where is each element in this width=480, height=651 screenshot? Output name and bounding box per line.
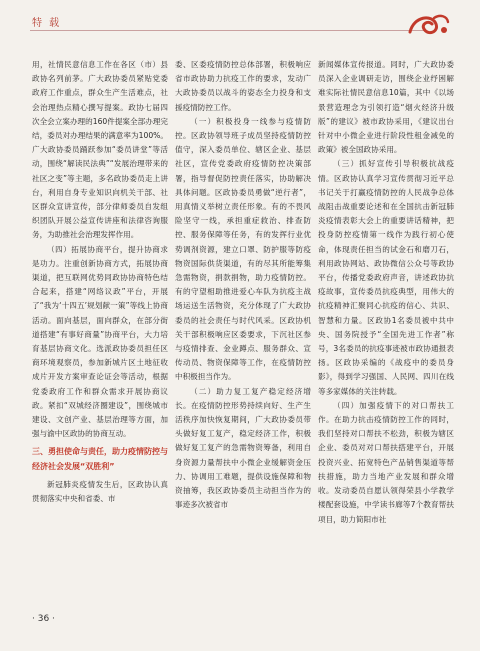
page-number: · 36 · bbox=[32, 614, 55, 624]
text-column-right bbox=[318, 58, 454, 527]
paragraph: 新冠肺炎疫情发生后，区政协认真贯彻落实中央和省委、市 bbox=[32, 479, 168, 504]
text-column-middle bbox=[175, 58, 311, 513]
subsection-paragraph: （二）助力复工复产稳定经济增长。在疫情防控形势持续向好、生产生活秩序加快恢复期间，广大政协委员带头做好复工复产，稳定经济工作，积极做好复工复产的急需物资筹备，利用自身资源力量帮扶中小微企业缓解资金压力、协调用工难题，提供设施保障和物资抽筹，我区政协委员主动担当作为的事迹多次被省市 bbox=[175, 386, 311, 510]
page-header bbox=[0, 0, 480, 46]
subsection-paragraph: （一）积极投身一线参与疫情防控。区政协领导班子成员坚持疫情防控值守，深入委员单位、辖区企业、基层社区，宣传党委政府疫情防控决策部署，指导督促防控责任落实，协助解决具体问题。区政协委员勇做“逆行者”，用真情义举树立责任形象。有的不畏风险坚守一线，承担重症救治、排查防控、服务保障等任务，有的发挥行业优势调剂资源，建立口罩、防护服等防疫物资国际供货渠道，有的尽其所能筹集急需物资，捐款捐物，助力疫情防控。有的守望相助推进爱心车队为抗疫主战场运送生活物资，充分体现了广大政协委员的社会责任与时代风采。区政协机关干部积极响应区委要求，下沉社区参与疫情排查、金业蹲点、服务群众、宣传动员、物资保障等工作，在疫情防控中积极担当作为。 bbox=[175, 116, 311, 382]
paragraph: 用，社情民意信息工作在各区（市）县政协名列前茅。广大政协委员紧贴党委政府工作重点，群众生产生活难点，社会治理热点精心撰写提案。政协七届四次全会立案办理的160件提案全部办理完结，委员对办理结果的满意率为100%。广大政协委员踊跃参加“委员讲堂”等活动，围绕“解读民法典”“发展治理带来的社区之变”等主题，多名政协委员走上讲台，利用自身专业知识向机关干部、社区群众宣讲宣传，部分律师委员自发组织团队开展公益宣传讲座和法律咨询服务，为助推社会治理发挥作用。 bbox=[32, 60, 168, 240]
section-label: 特 载 bbox=[32, 18, 62, 29]
section-heading: 三、勇担使命与责任，助力疫情防控与经济社会发展“双胜利” bbox=[32, 447, 168, 471]
text-column-left bbox=[32, 58, 168, 506]
paragraph: 委、区委疫情防控总体部署，积极响应省市政协助力抗疫工作的要求，发动广大政协委员以战斗的姿态全力投身和支援疫情防控工作。 bbox=[175, 60, 311, 112]
paragraph: 新闻媒体宣传报道。同时，广大政协委员深入企业调研走访，围绕企业纾困解难实际社情民意信息10篇，其中《以场景营造理念为引领打造“烟火经济升级版”的建议》被市政协采用，《建议出台针对中小微企业进行阶段性租金减免的政策》被全国政协采用。 bbox=[318, 60, 454, 155]
subsection-paragraph: （四）加强疫情下的对口帮扶工作。在助力抗击疫情防控工作的同时，我们坚持对口帮扶不松劲，积极为辖区企业、委员对对口帮扶搭建平台，开展投资兴业、拓宽特色产品销售渠道等帮扶措施，助力当地产业发展和群众增收。发动委员自愿认领得荣县小学教学楼配套设施，中学读书廊等7个教育帮扶项目，助力简阳市社 bbox=[318, 400, 454, 524]
subsection-paragraph: （四）拓展协商平台，提升协商求是功力。注重创新协商方式，拓展协商渠道，把互联网优势同政协协商特色结合起来，搭建“网络议政”平台，开展了“我为‘十四五’规划献一策”等线上协商活动。面向基层，面向群众，在部分街道搭建“有事好商量”协商平台，大力培育基层协商文化。选派政协委员担任区商环境观察员，参加新城片区土地征收成片开发方案审查论证会等活动，根据党委政府工作和群众需求开展协商议政。紧扣“双城经济圈建设”，围绕城市建设、文创产业、基层治理等方面，加强与渝中区政协的协商互动。 bbox=[32, 244, 168, 439]
header-rule bbox=[30, 30, 425, 31]
red-swirl-logo-icon bbox=[404, 10, 450, 40]
subsection-paragraph: （三）抓好宣传引导积极抗战疫情。区政协认真学习宣传贯彻习近平总书记关于打赢疫情防控的人民战争总体战阻击战重要论述和在全国抗击新冠肺炎疫情表彰大会上的重要讲话精神，把投身防控疫情第一线作为践行初心使命，体现责任担当的试金石和磨刀石，利用政协网站、政协微信公众号等政协平台，传播党委政府声音，讲述政协抗疫故事，宣传委员抗疫典型，用伟大的抗疫精神汇聚同心抗疫的信心、共识、智慧和力量。区政协1名委员被中共中央、国务院授予“全国先进工作者”称号，3名委员的抗疫事迹被市政协通报表扬。区政协采编的《战疫中的委员身影》，得到学习强国、人民网、四川在线等多家媒体的关注转载。 bbox=[318, 159, 454, 396]
